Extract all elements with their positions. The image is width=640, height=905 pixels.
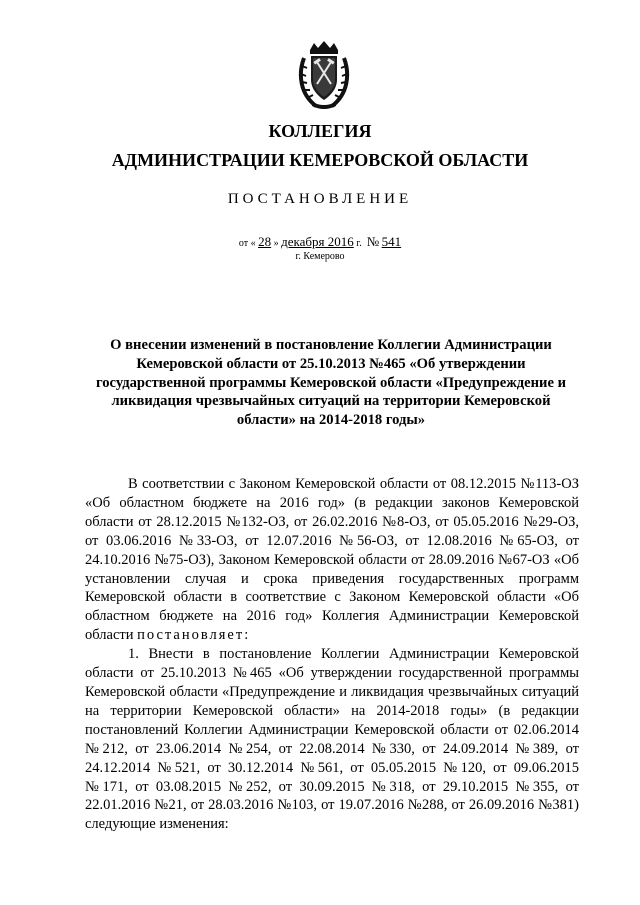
resolve-keyword: постановляет:	[137, 627, 251, 644]
document-date-number	[0, 234, 640, 250]
date-mid: »	[273, 238, 279, 249]
document-city: г. Кемерово	[295, 251, 345, 262]
organization-name-line2: АДМИНИСТРАЦИИ КЕМЕРОВСКОЙ ОБЛАСТИ	[111, 150, 529, 170]
preamble-text: В соответствии с Законом Кемеровской области от 08.12.2015 №113-ОЗ «Об областном бюджете на 2016 год» (в редакции законов Кемеровской области от 28.12.2015 №132-ОЗ, от 26.02.2016 №8-ОЗ, от 05.05.2016 №29-ОЗ, от 03.06.2016 №33-ОЗ, от 12.07.2016 №56-ОЗ, от 12.08.2016 №65-ОЗ, от 24.10.2016 №75-ОЗ), Законом Кемеровской области от 28.09.2016 №67-ОЗ «Об установлении случая и срока приведения государственных программ Кемеровской области в соответствие с Законом Кемеровской области «Об областном бюджете на 2016 год» Коллегия Администрации Кемеровской области	[85, 476, 579, 644]
paragraph-preamble	[85, 475, 579, 645]
paragraph-item-1: 1. Внести в постановление Коллегии Администрации Кемеровской области от 25.10.2013 №465 «Об утверждении государственной программы Кемеровской области «Предупреждение и ликвидация чрезвычайных ситуаций на территории Кемеровской области» на 2014-2018 годы» (в редакции постановлений Коллегии Администрации Кемеровской области от 02.06.2014 №212, от 23.06.2014 №254, от 22.08.2014 №330, от 24.09.2014 №389, от 24.12.2014 №521, от 30.12.2014 №561, от 05.05.2015 №120, от 09.06.2015 №171, от 03.08.2015 №252, от 30.09.2015 №318, от 29.10.2015 №355, от 22.01.2016 №21, от 28.03.2016 №103, от 19.07.2016 №288, от 26.09.2016 №381) следующие изменения:	[85, 646, 579, 833]
date-prefix: от «	[238, 238, 256, 249]
date-year-suffix: г.	[356, 238, 362, 249]
document-body	[85, 475, 579, 834]
date-month-year: декабря 2016	[281, 234, 354, 249]
document-title: О внесении изменений в постановление Коллегии Администрации Кемеровской области от 25.10.2013 №465 «Об утверждении государственной программы Кемеровской области «Предупреждение и ликвидация чрезвычайных ситуаций на территории Кемеровской области» на 2014-2018 годы»	[96, 337, 566, 429]
document-type: ПОСТАНОВЛЕНИЕ	[227, 191, 413, 207]
number-sign: №	[366, 234, 380, 249]
organization-name-line1: КОЛЛЕГИЯ	[268, 121, 372, 141]
document-number: 541	[381, 234, 402, 249]
coat-of-arms-emblem	[298, 40, 350, 110]
date-day: 28	[258, 234, 272, 249]
